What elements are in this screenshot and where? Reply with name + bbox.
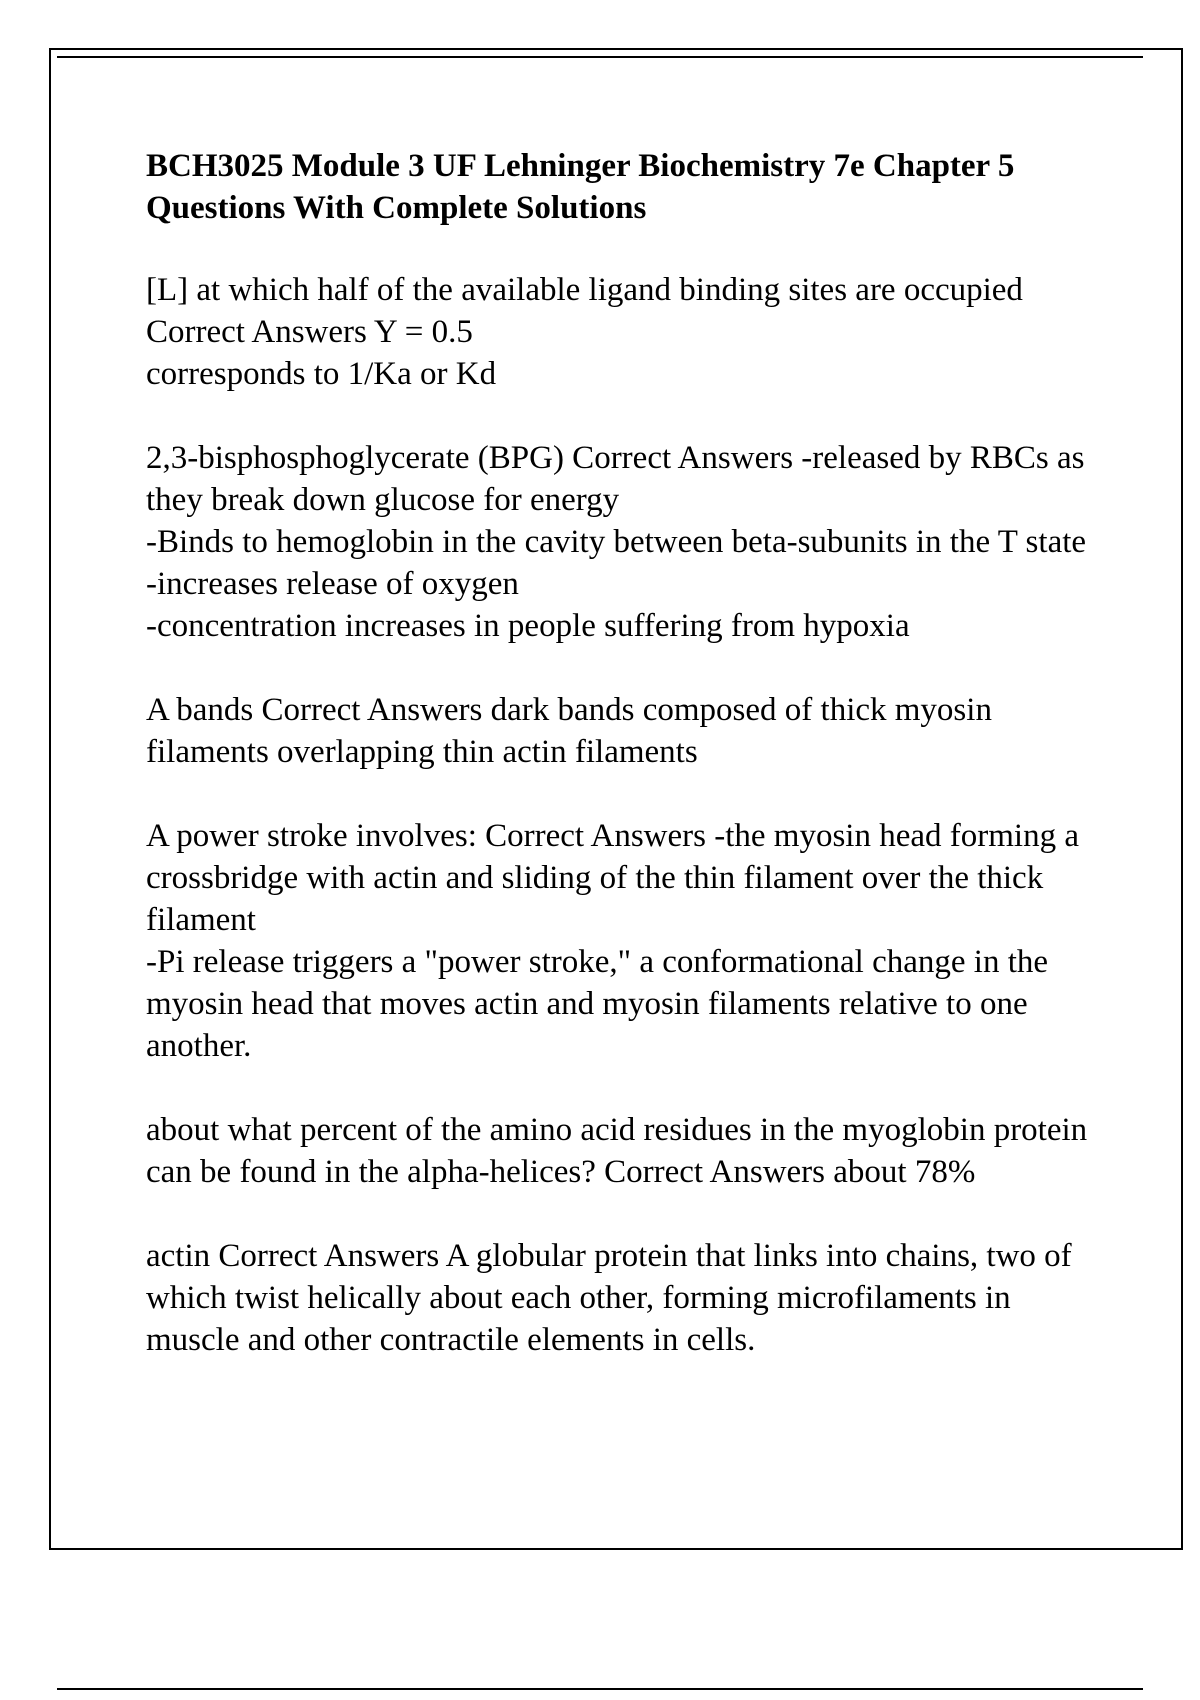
footer-rule — [57, 1688, 1143, 1690]
qa-entry-actin: actin Correct Answers A globular protein that links into chains, two of which twist helically about each other, forming microfilaments in muscle and other contractile elements in cells. — [146, 1238, 1072, 1358]
qa-entry-bpg: 2,3-bisphosphoglycerate (BPG) Correct Answers -released by RBCs as they break down glucose for energy -Binds to hemoglobin in the cavity between beta-subunits in the T state -increases release of oxygen -concentration increases in people suffering from hypoxia — [146, 440, 1087, 644]
qa-entry-a-bands: A bands Correct Answers dark bands composed of thick myosin filaments overlapping thin actin filaments — [146, 692, 992, 770]
document-title: BCH3025 Module 3 UF Lehninger Biochemistry 7e Chapter 5 Questions With Complete Solutions — [146, 148, 1015, 226]
document-body — [146, 145, 1096, 1403]
qa-entry-ligand-half-saturation: [L] at which half of the available ligand binding sites are occupied Correct Answers Y = 0.5 corresponds to 1/Ka or Kd — [146, 272, 1023, 392]
qa-entry-myoglobin-helices: about what percent of the amino acid residues in the myoglobin protein can be found in the alpha-helices? Correct Answers about 78% — [146, 1112, 1088, 1190]
qa-entry-power-stroke: A power stroke involves: Correct Answers -the myosin head forming a crossbridge with actin and sliding of the thin filament over the thick filament -Pi release triggers a "power stroke," a conformational change in the myosin head that moves actin and myosin filaments relative to one another. — [146, 818, 1079, 1064]
header-rule — [57, 56, 1143, 58]
